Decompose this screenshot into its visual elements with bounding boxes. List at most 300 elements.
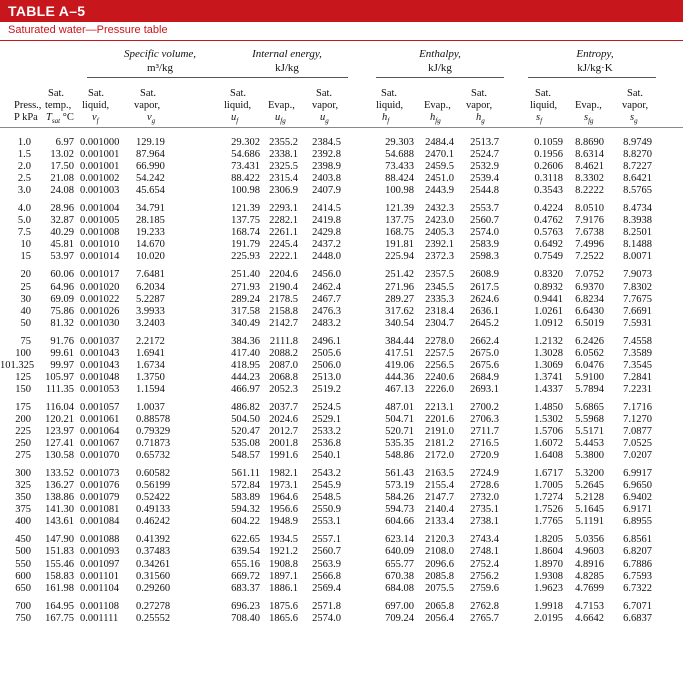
- table-row: [0, 402, 683, 414]
- cell-uf: 225.93: [231, 251, 260, 263]
- cell-sfg: 5.0356: [575, 534, 604, 546]
- cell-sfg: 8.8690: [575, 137, 604, 148]
- cell-sfg: 7.0752: [575, 269, 604, 281]
- cell-sg: 7.0525: [623, 438, 652, 450]
- cell-hg: 2617.5: [470, 281, 499, 293]
- cell-hg: 2539.4: [470, 173, 499, 185]
- table-row: [0, 571, 683, 583]
- symbol-uf: $u_f$: [231, 112, 239, 126]
- cell-ug: 2569.4: [312, 582, 341, 594]
- cell-hf: 251.42: [385, 269, 414, 281]
- cell-ug: 2448.0: [312, 251, 341, 263]
- cell-sfg: 8.0510: [575, 203, 604, 215]
- symbol-ug: $u_g$: [320, 112, 329, 126]
- cell-ug: 2560.7: [312, 546, 341, 558]
- cell-sg: 6.7593: [623, 570, 652, 582]
- cell-sfg: 5.1645: [575, 504, 604, 516]
- cell-ufg: 2282.1: [269, 215, 298, 227]
- cell-sf: 1.6717: [534, 468, 563, 480]
- header-vf-1: Sat.: [88, 88, 105, 99]
- cell-uf: 594.32: [231, 504, 260, 516]
- cell-vg: 1.6734: [136, 359, 165, 371]
- cell-ufg: 2338.1: [269, 149, 298, 161]
- header-press-2: P kPa: [14, 112, 38, 123]
- cell-vg: 0.29260: [136, 582, 171, 594]
- cell-sfg: 5.5968: [575, 413, 604, 425]
- cell-pressure: 500: [15, 546, 31, 558]
- cell-hg: 2574.0: [470, 227, 499, 239]
- cell-sf: 1.3069: [534, 359, 563, 371]
- cell-vf: 0.001061: [80, 413, 120, 425]
- cell-temperature: 143.61: [45, 516, 74, 528]
- cell-ug: 2419.8: [312, 215, 341, 227]
- cell-sf: 0.6492: [534, 239, 563, 251]
- header-sg-1: Sat.: [627, 88, 644, 99]
- cell-sg: 7.7675: [623, 293, 652, 305]
- cell-pressure: 750: [15, 612, 31, 624]
- cell-temperature: 138.86: [45, 492, 74, 504]
- table-row: [0, 516, 683, 528]
- header-vg-1: Sat.: [140, 88, 157, 99]
- cell-sf: 1.7765: [534, 516, 563, 528]
- cell-sg: 8.5765: [623, 185, 652, 197]
- cell-pressure: 2.0: [17, 161, 31, 173]
- cell-hg: 2513.7: [470, 137, 499, 148]
- header-ug-2: vapor,: [312, 100, 339, 111]
- cell-temperature: 164.95: [45, 600, 74, 612]
- table-row: [0, 185, 683, 197]
- cell-sfg: 4.7699: [575, 582, 604, 594]
- cell-sg: 7.1270: [623, 413, 652, 425]
- cell-uf: 251.40: [231, 269, 260, 281]
- cell-temperature: 155.46: [45, 558, 74, 570]
- cell-pressure: 40: [20, 305, 31, 317]
- cell-vf: 0.001008: [80, 227, 120, 239]
- cell-sfg: 7.4996: [575, 239, 604, 251]
- cell-sf: 0.3543: [534, 185, 563, 197]
- cell-hg: 2711.7: [470, 426, 499, 438]
- cell-temperature: 127.41: [45, 438, 74, 450]
- cell-hfg: 2484.4: [425, 137, 454, 148]
- cell-uf: 669.72: [231, 570, 260, 582]
- cell-sf: 0.4224: [534, 203, 563, 215]
- cell-vg: 5.2287: [136, 293, 165, 305]
- cell-temperature: 53.97: [50, 251, 74, 263]
- cell-pressure: 375: [15, 504, 31, 516]
- cell-hfg: 2318.4: [425, 305, 454, 317]
- header-sg-2: vapor,: [622, 100, 649, 111]
- cell-vf: 0.001057: [80, 401, 120, 413]
- cell-vg: 19.233: [136, 227, 165, 239]
- cell-uf: 289.24: [231, 293, 260, 305]
- cell-ug: 2545.9: [312, 480, 341, 492]
- cell-uf: 655.16: [231, 558, 260, 570]
- cell-sfg: 4.7153: [575, 600, 604, 612]
- cell-uf: 73.431: [231, 161, 260, 173]
- cell-hg: 2544.8: [470, 185, 499, 197]
- cell-ug: 2392.8: [312, 149, 341, 161]
- cell-ufg: 2306.9: [269, 185, 298, 197]
- cell-sf: 1.3741: [534, 371, 563, 383]
- cell-hf: 384.44: [385, 335, 414, 347]
- cell-hfg: 2372.3: [425, 251, 454, 263]
- cell-pressure: 5.0: [17, 215, 31, 227]
- cell-ug: 2467.7: [312, 293, 341, 305]
- cell-ug: 2407.9: [312, 185, 341, 197]
- cell-ug: 2548.5: [312, 492, 341, 504]
- cell-vg: 0.41392: [136, 534, 171, 546]
- table-row: [0, 294, 683, 306]
- cell-sg: 7.9073: [623, 269, 652, 281]
- cell-hfg: 2459.5: [425, 161, 454, 173]
- cell-temperature: 123.97: [45, 426, 74, 438]
- cell-vf: 0.001043: [80, 347, 120, 359]
- table-row: [0, 173, 683, 185]
- cell-sf: 0.8320: [534, 269, 563, 281]
- cell-hfg: 2147.7: [425, 492, 454, 504]
- cell-hf: 54.688: [385, 149, 414, 161]
- cell-ufg: 2088.2: [269, 347, 298, 359]
- cell-sg: 8.7227: [623, 161, 652, 173]
- cell-hfg: 2181.2: [425, 438, 454, 450]
- cell-sf: 1.9623: [534, 582, 563, 594]
- cell-ufg: 2142.7: [269, 317, 298, 329]
- cell-uf: 639.54: [231, 546, 260, 558]
- cell-ug: 2476.3: [312, 305, 341, 317]
- group-title-enthalpy: Enthalpy,: [419, 48, 461, 60]
- symbol-sg: $s_g$: [630, 112, 638, 126]
- cell-hfg: 2133.4: [425, 516, 454, 528]
- caption-rule: [0, 40, 683, 41]
- cell-hfg: 2172.0: [425, 450, 454, 462]
- cell-sg: 7.6691: [623, 305, 652, 317]
- cell-hfg: 2120.3: [425, 534, 454, 546]
- cell-hfg: 2392.1: [425, 239, 454, 251]
- cell-ufg: 2012.7: [269, 426, 298, 438]
- group-unit-energy: kJ/kg: [275, 62, 299, 74]
- cell-vg: 87.964: [136, 149, 165, 161]
- cell-ufg: 1982.1: [269, 468, 298, 480]
- cell-hfg: 2432.3: [425, 203, 454, 215]
- header-ufg-2: Evap.,: [268, 100, 295, 111]
- cell-hfg: 2470.1: [425, 149, 454, 161]
- cell-temperature: 116.04: [45, 401, 74, 413]
- cell-vf: 0.001070: [80, 450, 120, 462]
- cell-ug: 2505.6: [312, 347, 341, 359]
- cell-uf: 683.37: [231, 582, 260, 594]
- cell-vf: 0.001001: [80, 161, 120, 173]
- cell-sf: 1.9308: [534, 570, 563, 582]
- table-row: [0, 137, 683, 149]
- cell-vf: 0.001037: [80, 335, 120, 347]
- cell-hg: 2675.0: [470, 347, 499, 359]
- cell-sg: 7.2841: [623, 371, 652, 383]
- cell-uf: 29.302: [231, 137, 260, 148]
- cell-vf: 0.001067: [80, 438, 120, 450]
- cell-uf: 561.11: [231, 468, 260, 480]
- cell-hg: 2716.5: [470, 438, 499, 450]
- cell-hf: 225.94: [385, 251, 414, 263]
- cell-sfg: 6.8234: [575, 293, 604, 305]
- cell-hfg: 2140.4: [425, 504, 454, 516]
- cell-uf: 572.84: [231, 480, 260, 492]
- table-row: [0, 559, 683, 571]
- cell-temperature: 136.27: [45, 480, 74, 492]
- cell-sf: 1.3028: [534, 347, 563, 359]
- cell-vg: 34.791: [136, 203, 165, 215]
- header-press-1: Press.,: [14, 100, 42, 111]
- cell-hg: 2645.2: [470, 317, 499, 329]
- cell-hf: 697.00: [385, 600, 414, 612]
- cell-ug: 2557.1: [312, 534, 341, 546]
- cell-uf: 168.74: [231, 227, 260, 239]
- table-label: TABLE A–5: [8, 3, 86, 19]
- header-hf-2: liquid,: [376, 100, 404, 111]
- cell-hg: 2608.9: [470, 269, 499, 281]
- cell-sg: 8.6421: [623, 173, 652, 185]
- cell-pressure: 550: [15, 558, 31, 570]
- cell-temperature: 40.29: [50, 227, 74, 239]
- cell-vf: 0.001005: [80, 215, 120, 227]
- cell-sfg: 5.4453: [575, 438, 604, 450]
- cell-ufg: 1973.1: [269, 480, 298, 492]
- header-sfg-2: Evap.,: [575, 100, 602, 111]
- cell-vg: 0.88578: [136, 413, 171, 425]
- cell-sf: 1.6408: [534, 450, 563, 462]
- cell-vf: 0.001097: [80, 558, 120, 570]
- cell-vg: 3.9933: [136, 305, 165, 317]
- cell-hf: 709.24: [385, 612, 414, 624]
- cell-uf: 137.75: [231, 215, 260, 227]
- cell-vf: 0.001079: [80, 492, 120, 504]
- cell-hfg: 2096.6: [425, 558, 454, 570]
- header-ug-1: Sat.: [316, 88, 333, 99]
- cell-vf: 0.001022: [80, 293, 120, 305]
- header-hfg-2: Evap.,: [424, 100, 451, 111]
- table-row: [0, 227, 683, 239]
- cell-sfg: 5.1191: [575, 516, 604, 528]
- header-sf-2: liquid,: [530, 100, 558, 111]
- cell-ug: 2398.9: [312, 161, 341, 173]
- cell-temperature: 17.50: [50, 161, 74, 173]
- cell-sg: 6.8955: [623, 516, 652, 528]
- cell-temperature: 6.97: [55, 137, 74, 148]
- cell-temperature: 21.08: [50, 173, 74, 185]
- cell-vf: 0.001104: [80, 582, 119, 594]
- cell-uf: 88.422: [231, 173, 260, 185]
- cell-uf: 340.49: [231, 317, 260, 329]
- cell-hfg: 2163.5: [425, 468, 454, 480]
- cell-uf: 100.98: [231, 185, 260, 197]
- cell-sg: 7.4558: [623, 335, 652, 347]
- cell-ug: 2543.2: [312, 468, 341, 480]
- cell-sg: 8.4734: [623, 203, 652, 215]
- table-row: [0, 534, 683, 546]
- cell-temperature: 45.81: [50, 239, 74, 251]
- cell-sg: 6.7322: [623, 582, 652, 594]
- cell-sfg: 5.2645: [575, 480, 604, 492]
- cell-vg: 10.020: [136, 251, 165, 263]
- cell-sf: 0.8932: [534, 281, 563, 293]
- table-row: [0, 450, 683, 462]
- cell-sfg: 5.2128: [575, 492, 604, 504]
- cell-pressure: 300: [15, 468, 31, 480]
- cell-sf: 1.5706: [534, 426, 563, 438]
- cell-sf: 0.2606: [534, 161, 563, 173]
- symbol-tsat: $T_{sat}$ °C: [46, 112, 74, 126]
- cell-hfg: 2075.5: [425, 582, 454, 594]
- cell-ug: 2524.5: [312, 401, 341, 413]
- cell-temperature: 99.97: [50, 359, 74, 371]
- cell-ug: 2462.4: [312, 281, 341, 293]
- cell-sf: 0.1059: [534, 137, 563, 148]
- cell-vg: 0.37483: [136, 546, 171, 558]
- cell-pressure: 30: [20, 293, 31, 305]
- symbol-hf: $h_f$: [382, 112, 390, 126]
- cell-hf: 444.36: [385, 371, 414, 383]
- header-temp-1: Sat.: [48, 88, 65, 99]
- cell-ufg: 2001.8: [269, 438, 298, 450]
- cell-vf: 0.001043: [80, 359, 120, 371]
- cell-hf: 584.26: [385, 492, 414, 504]
- cell-vg: 6.2034: [136, 281, 165, 293]
- cell-ufg: 2087.0: [269, 359, 298, 371]
- cell-sfg: 8.2222: [575, 185, 604, 197]
- symbol-hg: $h_g$: [476, 112, 485, 126]
- cell-sfg: 7.2522: [575, 251, 604, 263]
- table-row: [0, 601, 683, 613]
- cell-uf: 696.23: [231, 600, 260, 612]
- cell-pressure: 4.0: [17, 203, 31, 215]
- cell-hfg: 2213.1: [425, 401, 454, 413]
- table-row: [0, 336, 683, 348]
- group-title-volume: Specific volume,: [123, 48, 197, 60]
- cell-ufg: 2111.8: [269, 335, 298, 347]
- cell-hfg: 2423.0: [425, 215, 454, 227]
- cell-uf: 520.47: [231, 426, 260, 438]
- cell-hg: 2724.9: [470, 468, 499, 480]
- group-line-volume: [87, 77, 233, 78]
- table-row: [0, 372, 683, 384]
- cell-sf: 1.2132: [534, 335, 563, 347]
- cell-vg: 0.79329: [136, 426, 171, 438]
- cell-temperature: 60.06: [50, 269, 74, 281]
- cell-vf: 0.001004: [80, 203, 120, 215]
- cell-ufg: 2037.7: [269, 401, 298, 413]
- cell-ug: 2496.1: [312, 335, 341, 347]
- header-hg-2: vapor,: [466, 100, 493, 111]
- symbol-sfg: $s_{fg}$: [584, 112, 594, 126]
- cell-vg: 0.49133: [136, 504, 171, 516]
- cell-ufg: 2052.3: [269, 383, 298, 395]
- cell-pressure: 3.0: [17, 185, 31, 197]
- cell-pressure: 150: [15, 383, 31, 395]
- cell-hfg: 2357.5: [425, 269, 454, 281]
- cell-ufg: 1948.9: [269, 516, 298, 528]
- cell-pressure: 50: [20, 317, 31, 329]
- cell-hf: 561.43: [385, 468, 414, 480]
- cell-sg: 7.1716: [623, 401, 652, 413]
- cell-hg: 2662.4: [470, 335, 499, 347]
- cell-uf: 604.22: [231, 516, 260, 528]
- cell-hf: 100.98: [385, 185, 414, 197]
- cell-vf: 0.001073: [80, 468, 120, 480]
- cell-pressure: 1.5: [17, 149, 31, 161]
- cell-vf: 0.001088: [80, 534, 120, 546]
- cell-sg: 8.1488: [623, 239, 652, 251]
- cell-ufg: 1865.6: [269, 612, 298, 624]
- cell-ufg: 2204.6: [269, 269, 298, 281]
- cell-vg: 0.31560: [136, 570, 171, 582]
- cell-ug: 2384.5: [312, 137, 341, 148]
- cell-vf: 0.001101: [80, 570, 119, 582]
- table-row: [0, 492, 683, 504]
- cell-sf: 1.6072: [534, 438, 563, 450]
- cell-sf: 1.4850: [534, 401, 563, 413]
- table-row: [0, 161, 683, 173]
- cell-hg: 2732.0: [470, 492, 499, 504]
- cell-ug: 2414.5: [312, 203, 341, 215]
- cell-hg: 2560.7: [470, 215, 499, 227]
- cell-sg: 6.9917: [623, 468, 652, 480]
- table-row: [0, 480, 683, 492]
- cell-vg: 2.2172: [136, 335, 165, 347]
- cell-pressure: 15: [20, 251, 31, 263]
- cell-sg: 7.0877: [623, 426, 652, 438]
- cell-ufg: 1897.1: [269, 570, 298, 582]
- cell-uf: 271.93: [231, 281, 260, 293]
- cell-sfg: 6.0562: [575, 347, 604, 359]
- cell-hfg: 2451.0: [425, 173, 454, 185]
- cell-vf: 0.001093: [80, 546, 120, 558]
- cell-uf: 54.686: [231, 149, 260, 161]
- cell-ug: 2563.9: [312, 558, 341, 570]
- cell-hg: 2532.9: [470, 161, 499, 173]
- cell-sf: 2.0195: [534, 612, 563, 624]
- table-row: [0, 215, 683, 227]
- cell-hg: 2684.9: [470, 371, 499, 383]
- cell-ug: 2519.2: [312, 383, 341, 395]
- cell-temperature: 133.52: [45, 468, 74, 480]
- cell-sfg: 8.6314: [575, 149, 604, 161]
- cell-hfg: 2065.8: [425, 600, 454, 612]
- cell-hfg: 2240.6: [425, 371, 454, 383]
- cell-hg: 2583.9: [470, 239, 499, 251]
- table-row: [0, 306, 683, 318]
- cell-sg: 8.9749: [623, 137, 652, 148]
- cell-vf: 0.001001: [80, 149, 120, 161]
- cell-hfg: 2108.0: [425, 546, 454, 558]
- cell-hg: 2762.8: [470, 600, 499, 612]
- cell-sf: 0.3118: [534, 173, 563, 185]
- cell-ug: 2437.2: [312, 239, 341, 251]
- cell-sfg: 6.2426: [575, 335, 604, 347]
- cell-hf: 73.433: [385, 161, 414, 173]
- cell-hf: 573.19: [385, 480, 414, 492]
- cell-hf: 684.08: [385, 582, 414, 594]
- cell-temperature: 151.83: [45, 546, 74, 558]
- header-rule: [0, 127, 683, 128]
- cell-temperature: 81.32: [50, 317, 74, 329]
- cell-vf: 0.001017: [80, 269, 120, 281]
- header-hg-1: Sat.: [471, 88, 488, 99]
- table-row: [0, 239, 683, 251]
- cell-pressure: 75: [20, 335, 31, 347]
- cell-pressure: 350: [15, 492, 31, 504]
- cell-vg: 1.0037: [136, 401, 165, 413]
- cell-vg: 0.60582: [136, 468, 171, 480]
- cell-vg: 0.65732: [136, 450, 171, 462]
